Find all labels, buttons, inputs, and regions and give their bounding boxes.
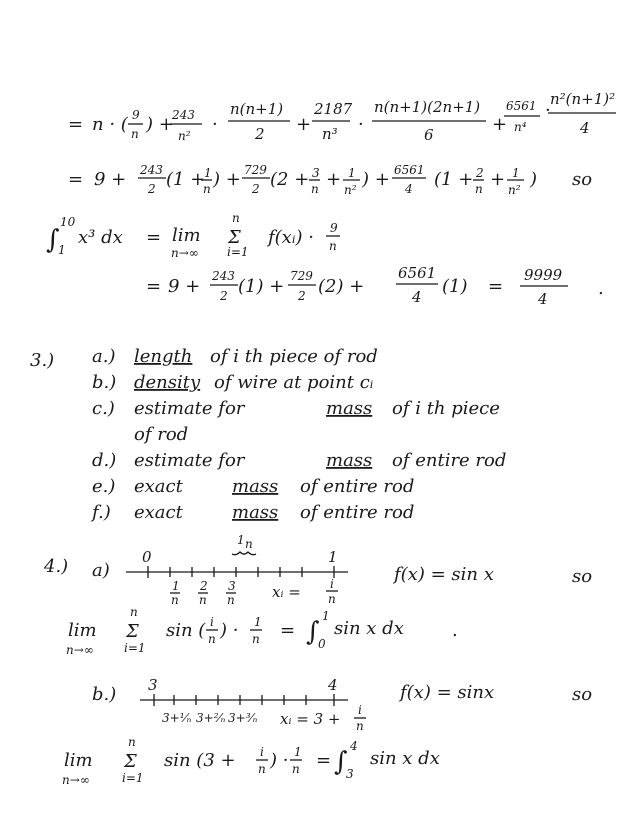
result-den: 4 bbox=[538, 290, 548, 308]
axis-end: 1 bbox=[328, 548, 338, 566]
frac-den: 4 bbox=[412, 288, 422, 306]
plus: + bbox=[492, 114, 508, 135]
tick-num: 3 bbox=[228, 579, 236, 593]
keyword: density bbox=[134, 372, 201, 393]
lim-sub: n→∞ bbox=[171, 246, 199, 260]
frac-den: n² bbox=[344, 183, 357, 197]
part-text: estimate for bbox=[134, 450, 245, 471]
frac-den: 2 bbox=[298, 289, 306, 303]
brace-mark bbox=[232, 552, 256, 555]
part-text: estimate for bbox=[134, 398, 245, 419]
part-text: of i th piece bbox=[392, 398, 500, 419]
frac-sumsq-num: n(n+1)(2n+1) bbox=[374, 98, 481, 116]
term-sin: sin (3 + bbox=[164, 750, 236, 771]
frac-num: 6561 bbox=[394, 163, 425, 177]
integrand: x³ dx bbox=[78, 227, 123, 248]
frac-num: 9 bbox=[330, 221, 338, 235]
sum-lower: i=1 bbox=[124, 641, 146, 655]
sum-lower: i=1 bbox=[227, 245, 249, 259]
keyword: mass bbox=[326, 450, 373, 471]
frac-den: n² bbox=[508, 183, 521, 197]
line-result bbox=[146, 264, 604, 308]
part-text: of i th piece of rod bbox=[210, 346, 378, 367]
xi-den: n bbox=[356, 719, 364, 733]
frac-nn1-num: n(n+1) bbox=[230, 100, 284, 118]
frac-den: 2 bbox=[252, 182, 260, 196]
term-den: n bbox=[258, 762, 266, 776]
frac-num: 1 bbox=[204, 166, 212, 180]
tick-label: 3+¹⁄ₙ bbox=[162, 711, 192, 725]
n-times-open: n · ( bbox=[92, 114, 128, 135]
keyword: mass bbox=[232, 502, 279, 523]
tick-den: n bbox=[199, 593, 207, 607]
axis-start: 0 bbox=[142, 548, 152, 566]
frac-243-den: n² bbox=[178, 129, 191, 143]
so-word: so bbox=[572, 684, 593, 705]
integral-sign: ∫ bbox=[46, 225, 60, 255]
period: . bbox=[598, 278, 604, 299]
frac-2187-den: n³ bbox=[322, 125, 338, 143]
frac-den: n bbox=[203, 182, 211, 196]
integral-sign: ∫ bbox=[306, 617, 320, 647]
tick-width-den: n bbox=[245, 537, 253, 551]
frac-num: 243 bbox=[140, 163, 163, 177]
integrand: sin x dx bbox=[370, 748, 440, 769]
paren-close-plus: ) + bbox=[362, 169, 390, 190]
part-text: of rod bbox=[134, 424, 189, 445]
plus: + bbox=[296, 114, 312, 135]
keyword: length bbox=[134, 346, 193, 367]
dot: · bbox=[545, 100, 551, 121]
sigma: Σ bbox=[126, 621, 139, 642]
xi-num: i bbox=[330, 577, 334, 591]
close-plus: ) + bbox=[146, 114, 174, 135]
frac-den: n bbox=[329, 239, 337, 253]
keyword: mass bbox=[326, 398, 373, 419]
frac-den: n bbox=[311, 182, 319, 196]
paren-open: (2 + bbox=[270, 169, 310, 190]
function-def: f(x) = sin x bbox=[394, 564, 494, 585]
term: f(xᵢ) · bbox=[268, 227, 314, 248]
integrand: sin x dx bbox=[334, 618, 404, 639]
frac-den: 2 bbox=[148, 182, 156, 196]
part-label: b.) bbox=[92, 684, 117, 705]
equals-sign: = bbox=[280, 620, 296, 641]
frac-num: 1 bbox=[512, 166, 520, 180]
lim-word: lim bbox=[172, 225, 201, 246]
problem-number: 4.) bbox=[44, 556, 69, 577]
int-lower: 0 bbox=[318, 637, 326, 651]
sigma: Σ bbox=[124, 751, 137, 772]
frac-num: 3 bbox=[312, 166, 320, 180]
lim-sub: n→∞ bbox=[66, 643, 94, 657]
xi-num: i bbox=[358, 703, 362, 717]
sigma: Σ bbox=[228, 227, 241, 248]
period: . bbox=[452, 620, 458, 641]
term-close: ) · bbox=[270, 750, 289, 771]
part-text: exact bbox=[134, 476, 183, 497]
problem-3 bbox=[30, 346, 506, 523]
so-word: so bbox=[572, 169, 593, 190]
paren-term: (2) + bbox=[318, 276, 365, 297]
equals-sign: = bbox=[316, 750, 332, 771]
int-upper: 4 bbox=[350, 739, 358, 753]
int-upper: 1 bbox=[322, 609, 330, 623]
problem-number: 3.) bbox=[30, 350, 55, 371]
problem-4b bbox=[62, 676, 592, 787]
line-integral-limit bbox=[46, 211, 340, 260]
frac-2187-num: 2187 bbox=[314, 100, 353, 118]
term-close: ) · bbox=[220, 620, 239, 641]
axis-end: 4 bbox=[328, 676, 338, 694]
lim-word: lim bbox=[68, 620, 97, 641]
int-upper: 10 bbox=[60, 215, 76, 229]
tick-width-num: 1 bbox=[237, 533, 245, 547]
frac-9-den: n bbox=[131, 127, 139, 141]
frac-6561-num: 6561 bbox=[506, 99, 537, 113]
frac-num: 6561 bbox=[398, 264, 437, 282]
frac-den: 2 bbox=[220, 289, 228, 303]
function-def: f(x) = sinx bbox=[400, 682, 495, 703]
equals-sign: = bbox=[146, 227, 162, 248]
sum-lower: i=1 bbox=[122, 771, 144, 785]
term-den: n bbox=[208, 632, 216, 646]
part-label: b.) bbox=[92, 372, 117, 393]
frac-sumcube-den: 4 bbox=[580, 119, 590, 137]
term-num: i bbox=[210, 615, 214, 629]
paren-term: (1) + bbox=[238, 276, 285, 297]
line-simplified bbox=[68, 163, 592, 197]
problem-4a bbox=[43, 533, 592, 657]
dot: · bbox=[358, 114, 364, 135]
frac-num: 243 bbox=[212, 269, 235, 283]
frac-num: 2 bbox=[476, 166, 484, 180]
paren-close-plus: ) + bbox=[213, 169, 241, 190]
plus: + bbox=[490, 169, 506, 190]
frac-243-num: 243 bbox=[172, 108, 195, 122]
nine-plus: 9 + bbox=[168, 276, 201, 297]
frac-num: 1 bbox=[348, 166, 356, 180]
part-label: a.) bbox=[92, 346, 116, 367]
frac-den: 4 bbox=[405, 182, 413, 196]
nine-plus: 9 + bbox=[94, 169, 127, 190]
equals-sign: = bbox=[68, 169, 84, 190]
part-text: exact bbox=[134, 502, 183, 523]
equals-sign: = bbox=[68, 114, 84, 135]
int-lower: 3 bbox=[346, 767, 354, 781]
line-sum-expansion bbox=[68, 90, 616, 144]
tick-num: 1 bbox=[172, 579, 180, 593]
frac-9-num: 9 bbox=[132, 108, 140, 122]
term-den: n bbox=[292, 762, 300, 776]
term-num: 1 bbox=[254, 615, 262, 629]
part-label: a) bbox=[92, 560, 110, 581]
term-num: 1 bbox=[294, 745, 302, 759]
equals-sign: = bbox=[146, 276, 162, 297]
result-num: 9999 bbox=[524, 266, 563, 284]
tick-den: n bbox=[171, 593, 179, 607]
part-label: f.) bbox=[92, 502, 111, 523]
so-word: so bbox=[572, 566, 593, 587]
sum-upper: n bbox=[130, 605, 138, 619]
part-label: e.) bbox=[92, 476, 116, 497]
keyword: mass bbox=[232, 476, 279, 497]
axis-start: 3 bbox=[148, 676, 158, 694]
frac-6561-den: n⁴ bbox=[514, 120, 527, 134]
term-den: n bbox=[252, 632, 260, 646]
paren-close: ) bbox=[530, 169, 538, 190]
part-text: of entire rod bbox=[392, 450, 507, 471]
term-sin: sin ( bbox=[166, 620, 206, 641]
paren-open: (1 + bbox=[434, 169, 474, 190]
frac-num: 729 bbox=[244, 163, 267, 177]
tick-label: 3+²⁄ₙ bbox=[196, 711, 226, 725]
paren-open: (1 + bbox=[166, 169, 206, 190]
int-lower: 1 bbox=[58, 243, 66, 257]
term-num: i bbox=[260, 745, 264, 759]
frac-den: n bbox=[475, 182, 483, 196]
xi-def: xᵢ = 3 + bbox=[280, 710, 341, 728]
frac-sumsq-den: 6 bbox=[424, 126, 434, 144]
frac-nn1-den: 2 bbox=[255, 125, 265, 143]
equals-sign: = bbox=[488, 276, 504, 297]
tick-num: 2 bbox=[200, 579, 208, 593]
dot: · bbox=[212, 114, 218, 135]
part-label: d.) bbox=[92, 450, 117, 471]
part-text: of entire rod bbox=[300, 502, 415, 523]
tick-den: n bbox=[227, 593, 235, 607]
xi-def: xᵢ = bbox=[272, 583, 301, 601]
frac-sumcube-num: n²(n+1)² bbox=[550, 90, 616, 108]
lim-sub: n→∞ bbox=[62, 773, 90, 787]
tick-label: 3+³⁄ₙ bbox=[228, 711, 258, 725]
part-text: of wire at point cᵢ bbox=[214, 372, 374, 393]
integral-sign: ∫ bbox=[334, 747, 348, 777]
paren-term: (1) bbox=[442, 276, 468, 297]
plus: + bbox=[326, 169, 342, 190]
part-text: of entire rod bbox=[300, 476, 415, 497]
lim-word: lim bbox=[64, 750, 93, 771]
part-label: c.) bbox=[92, 398, 115, 419]
xi-den: n bbox=[328, 592, 336, 606]
sum-upper: n bbox=[232, 211, 240, 225]
sum-upper: n bbox=[128, 735, 136, 749]
frac-num: 729 bbox=[290, 269, 313, 283]
